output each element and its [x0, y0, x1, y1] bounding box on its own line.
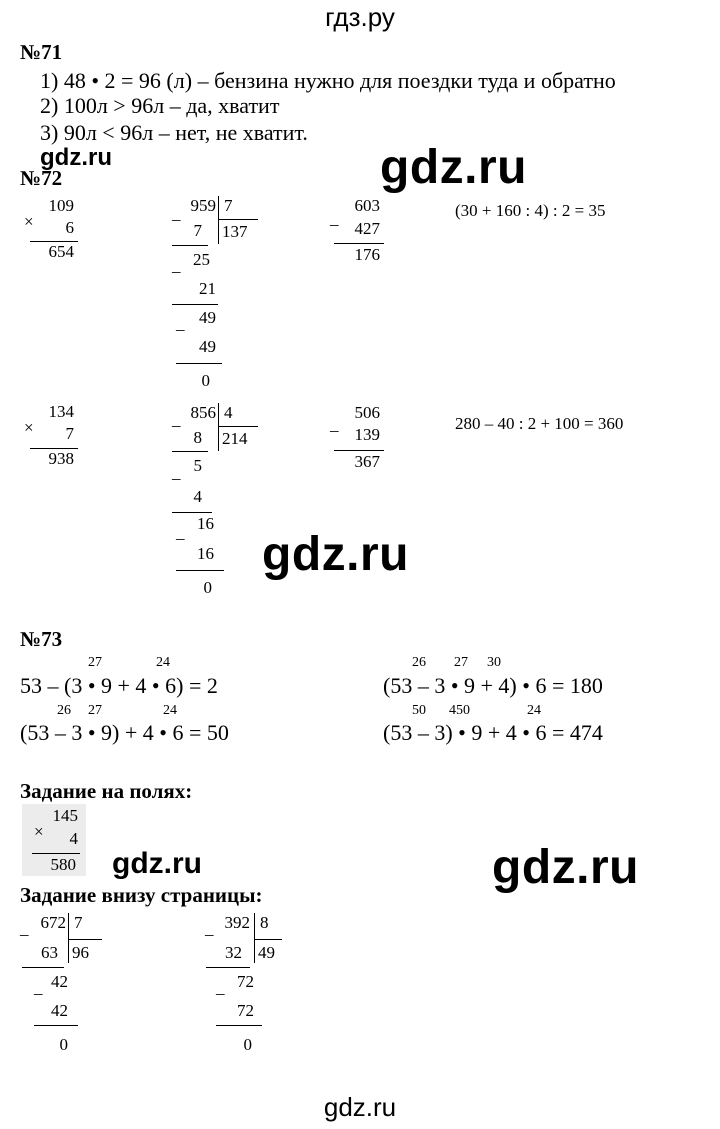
intermediate-value: 30	[487, 655, 501, 670]
dividend: 856	[190, 403, 216, 422]
intermediate-value: 27	[88, 655, 102, 670]
task-71-line-2: 2) 100л > 96л – да, хватит	[40, 93, 280, 118]
subtrahend: 427	[354, 219, 380, 238]
step: 25	[193, 250, 210, 269]
dividend: 672	[40, 913, 66, 932]
watermark-small-1: gdz.ru	[40, 144, 112, 171]
product: 580	[50, 855, 76, 874]
factor-b: 6	[65, 218, 74, 237]
expression-73-4: (53 – 3) • 9 + 4 • 6 = 474	[383, 720, 603, 745]
step: 32	[225, 943, 242, 962]
product: 654	[48, 242, 74, 261]
step: 72	[237, 1001, 254, 1020]
dividend: 392	[224, 913, 250, 932]
step: 42	[51, 972, 68, 991]
multiply-sign: ×	[24, 418, 34, 437]
divisor: 8	[260, 913, 269, 932]
factor-b: 4	[69, 829, 78, 848]
step: 7	[193, 221, 202, 240]
task-73-number: №73	[20, 627, 63, 651]
quotient: 214	[222, 429, 248, 448]
intermediate-value: 26	[57, 703, 71, 718]
divisor: 7	[74, 913, 83, 932]
intermediate-value: 24	[527, 703, 541, 718]
step: 72	[237, 972, 254, 991]
minuend: 603	[354, 196, 380, 215]
watermark-bottom: gdz.ru	[323, 1092, 397, 1122]
step: 21	[199, 279, 216, 298]
task-72-number: №72	[20, 166, 63, 190]
divisor: 4	[224, 403, 233, 422]
quotient: 49	[258, 943, 275, 962]
watermark-top: гдз.ру	[325, 2, 395, 32]
factor-a: 134	[48, 402, 74, 421]
factor-a: 109	[48, 196, 74, 215]
quotient: 137	[222, 222, 248, 241]
watermark-large-2: gdz.ru	[262, 528, 409, 581]
product: 938	[48, 449, 74, 468]
step: 4	[193, 487, 202, 506]
quotient: 96	[72, 943, 89, 962]
step: 0	[201, 371, 210, 390]
intermediate-value: 26	[412, 655, 426, 670]
expression-73-3: (53 – 3 • 9 + 4) • 6 = 180	[383, 673, 603, 698]
minuend: 506	[354, 403, 380, 422]
difference: 176	[354, 245, 380, 264]
margin-task-title: Задание на полях:	[20, 779, 193, 803]
intermediate-value: 27	[454, 655, 468, 670]
task-71-line-3: 3) 90л < 96л – нет, не хватит.	[40, 120, 308, 145]
expression-73-2: (53 – 3 • 9) + 4 • 6 = 50	[20, 720, 229, 745]
intermediate-value: 450	[449, 703, 470, 718]
factor-a: 145	[52, 806, 78, 825]
subtrahend: 139	[354, 425, 380, 444]
factor-b: 7	[65, 424, 74, 443]
task-71-number: №71	[20, 40, 63, 64]
step: 49	[199, 308, 216, 327]
watermark-medium: gdz.ru	[112, 847, 202, 880]
step: 63	[41, 943, 58, 962]
dividend: 959	[190, 196, 216, 215]
step: 16	[197, 544, 214, 563]
watermark-large-3: gdz.ru	[492, 841, 639, 894]
bottom-task-title: Задание внизу страницы:	[20, 883, 263, 907]
step: 0	[243, 1035, 252, 1054]
task-71-line-1: 1) 48 • 2 = 96 (л) – бензина нужно для поездки туда и обратно	[40, 68, 616, 93]
step: 42	[51, 1001, 68, 1020]
intermediate-value: 24	[156, 655, 170, 670]
step: 8	[193, 428, 202, 447]
watermark-large-1: gdz.ru	[380, 141, 527, 194]
step: 5	[193, 456, 202, 475]
step: 0	[203, 578, 212, 597]
intermediate-value: 24	[163, 703, 177, 718]
divisor: 7	[224, 196, 233, 215]
multiply-sign: ×	[34, 822, 44, 841]
difference: 367	[354, 452, 380, 471]
intermediate-value: 27	[88, 703, 102, 718]
expression-1: (30 + 160 : 4) : 2 = 35	[455, 201, 606, 220]
expression-2: 280 – 40 : 2 + 100 = 360	[455, 414, 624, 433]
step: 49	[199, 337, 216, 356]
step: 16	[197, 514, 214, 533]
multiply-sign: ×	[24, 212, 34, 231]
expression-73-1: 53 – (3 • 9 + 4 • 6) = 2	[20, 673, 218, 698]
intermediate-value: 50	[412, 703, 426, 718]
step: 0	[59, 1035, 68, 1054]
